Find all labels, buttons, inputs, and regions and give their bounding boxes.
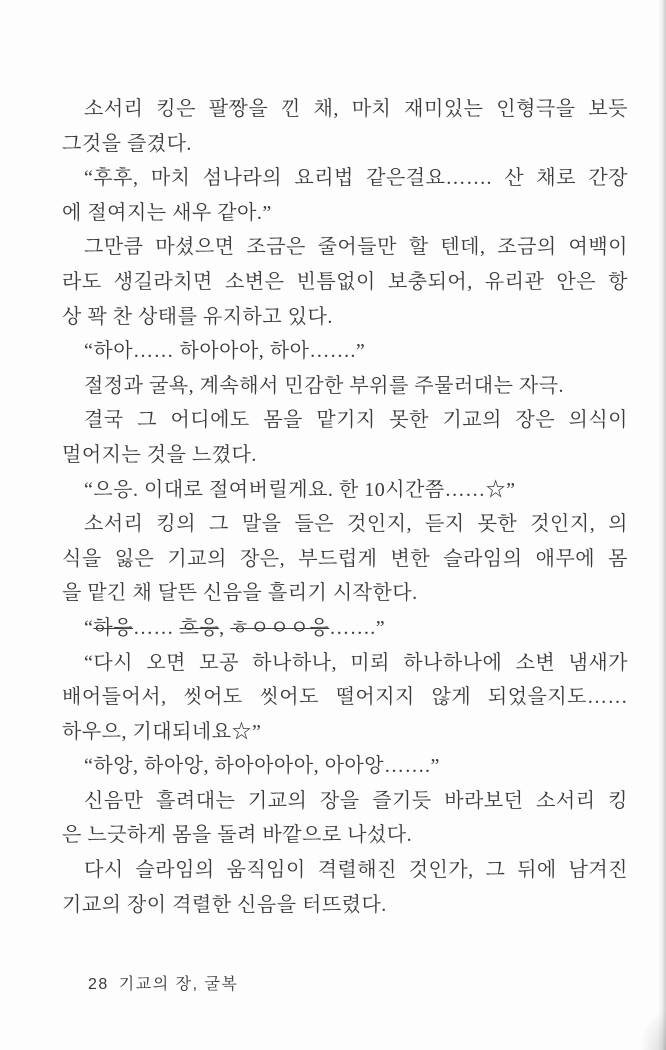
struck-text: 흐응 bbox=[179, 616, 220, 639]
text-line: 라도 생길라치면 소변은 빈틈없이 보충되어, 유리관 안은 항 bbox=[62, 270, 628, 293]
text-line: 소서리 킹의 그 말을 들은 것인지, 듣지 못한 것인지, 의 bbox=[84, 513, 628, 536]
text-line: “다시 오면 모공 하나하나, 미뢰 하나하나에 소변 냄새가 bbox=[84, 651, 628, 674]
text-line: 은 느긋하게 몸을 돌려 바깥으로 나섰다. bbox=[62, 824, 413, 847]
text-line: 소서리 킹은 팔짱을 낀 채, 마치 재미있는 인형극을 보듯 bbox=[84, 98, 628, 120]
text-line: “하응…… 흐응, ㅎㅇㅇㅇ응…….” bbox=[84, 616, 386, 639]
text-line: 신음만 흘려대는 기교의 장을 즐기듯 바라보던 소서리 킹 bbox=[84, 789, 628, 812]
scan-corner-shadow bbox=[640, 1010, 666, 1050]
text-line: 그것을 즐겼다. bbox=[62, 132, 192, 155]
text-line: 에 절여지는 새우 같아.” bbox=[62, 201, 272, 224]
text-line: “으응. 이대로 절여버릴게요. 한 10시간쯤……☆” bbox=[84, 478, 516, 501]
text-line: 상 꽉 찬 상태를 유지하고 있다. bbox=[62, 305, 333, 328]
text-line: 배어들어서, 씻어도 씻어도 떨어지지 않게 되었을지도…… bbox=[62, 686, 628, 709]
text-line: 절정과 굴욕, 계속해서 민감한 부위를 주물러대는 자극. bbox=[84, 374, 565, 397]
text-line: “하앙, 하아앙, 하아아아아, 아아앙…….” bbox=[84, 755, 440, 778]
text-line: 다시 슬라임의 움직임이 격렬해진 것인가, 그 뒤에 남겨진 bbox=[84, 859, 628, 882]
text-line: 하우으, 기대되네요☆” bbox=[62, 720, 262, 743]
text-line: 식을 잃은 기교의 장은, 부드럽게 변한 슬라임의 애무에 몸 bbox=[62, 547, 628, 570]
text-line: 멀어지는 것을 느꼈다. bbox=[62, 443, 257, 466]
text-line: “후후, 마치 섬나라의 요리법 같은걸요……. 산 채로 간장 bbox=[84, 167, 628, 190]
text-line: 결국 그 어디에도 몸을 맡기지 못한 기교의 장은 의식이 bbox=[84, 409, 628, 432]
text-line: “하아…… 하아아아, 하아…….” bbox=[84, 340, 366, 363]
chapter-title: 기교의 장, 굴복 bbox=[118, 976, 239, 993]
scan-edge-shadow bbox=[658, 0, 666, 1050]
text-line: 을 맡긴 채 달뜬 신음을 흘리기 시작한다. bbox=[62, 582, 418, 605]
body-text bbox=[62, 92, 628, 922]
text-line: 그만큼 마셨으면 조금은 줄어들만 할 텐데, 조금의 여백이 bbox=[84, 236, 628, 259]
page-number: 28 bbox=[88, 976, 109, 993]
struck-text: ㅎㅇㅇㅇ응 bbox=[230, 616, 330, 639]
struck-text: 하응 bbox=[93, 616, 134, 639]
text-line: 기교의 장이 격렬한 신음을 터뜨렸다. bbox=[62, 893, 387, 916]
page-footer bbox=[88, 971, 238, 994]
